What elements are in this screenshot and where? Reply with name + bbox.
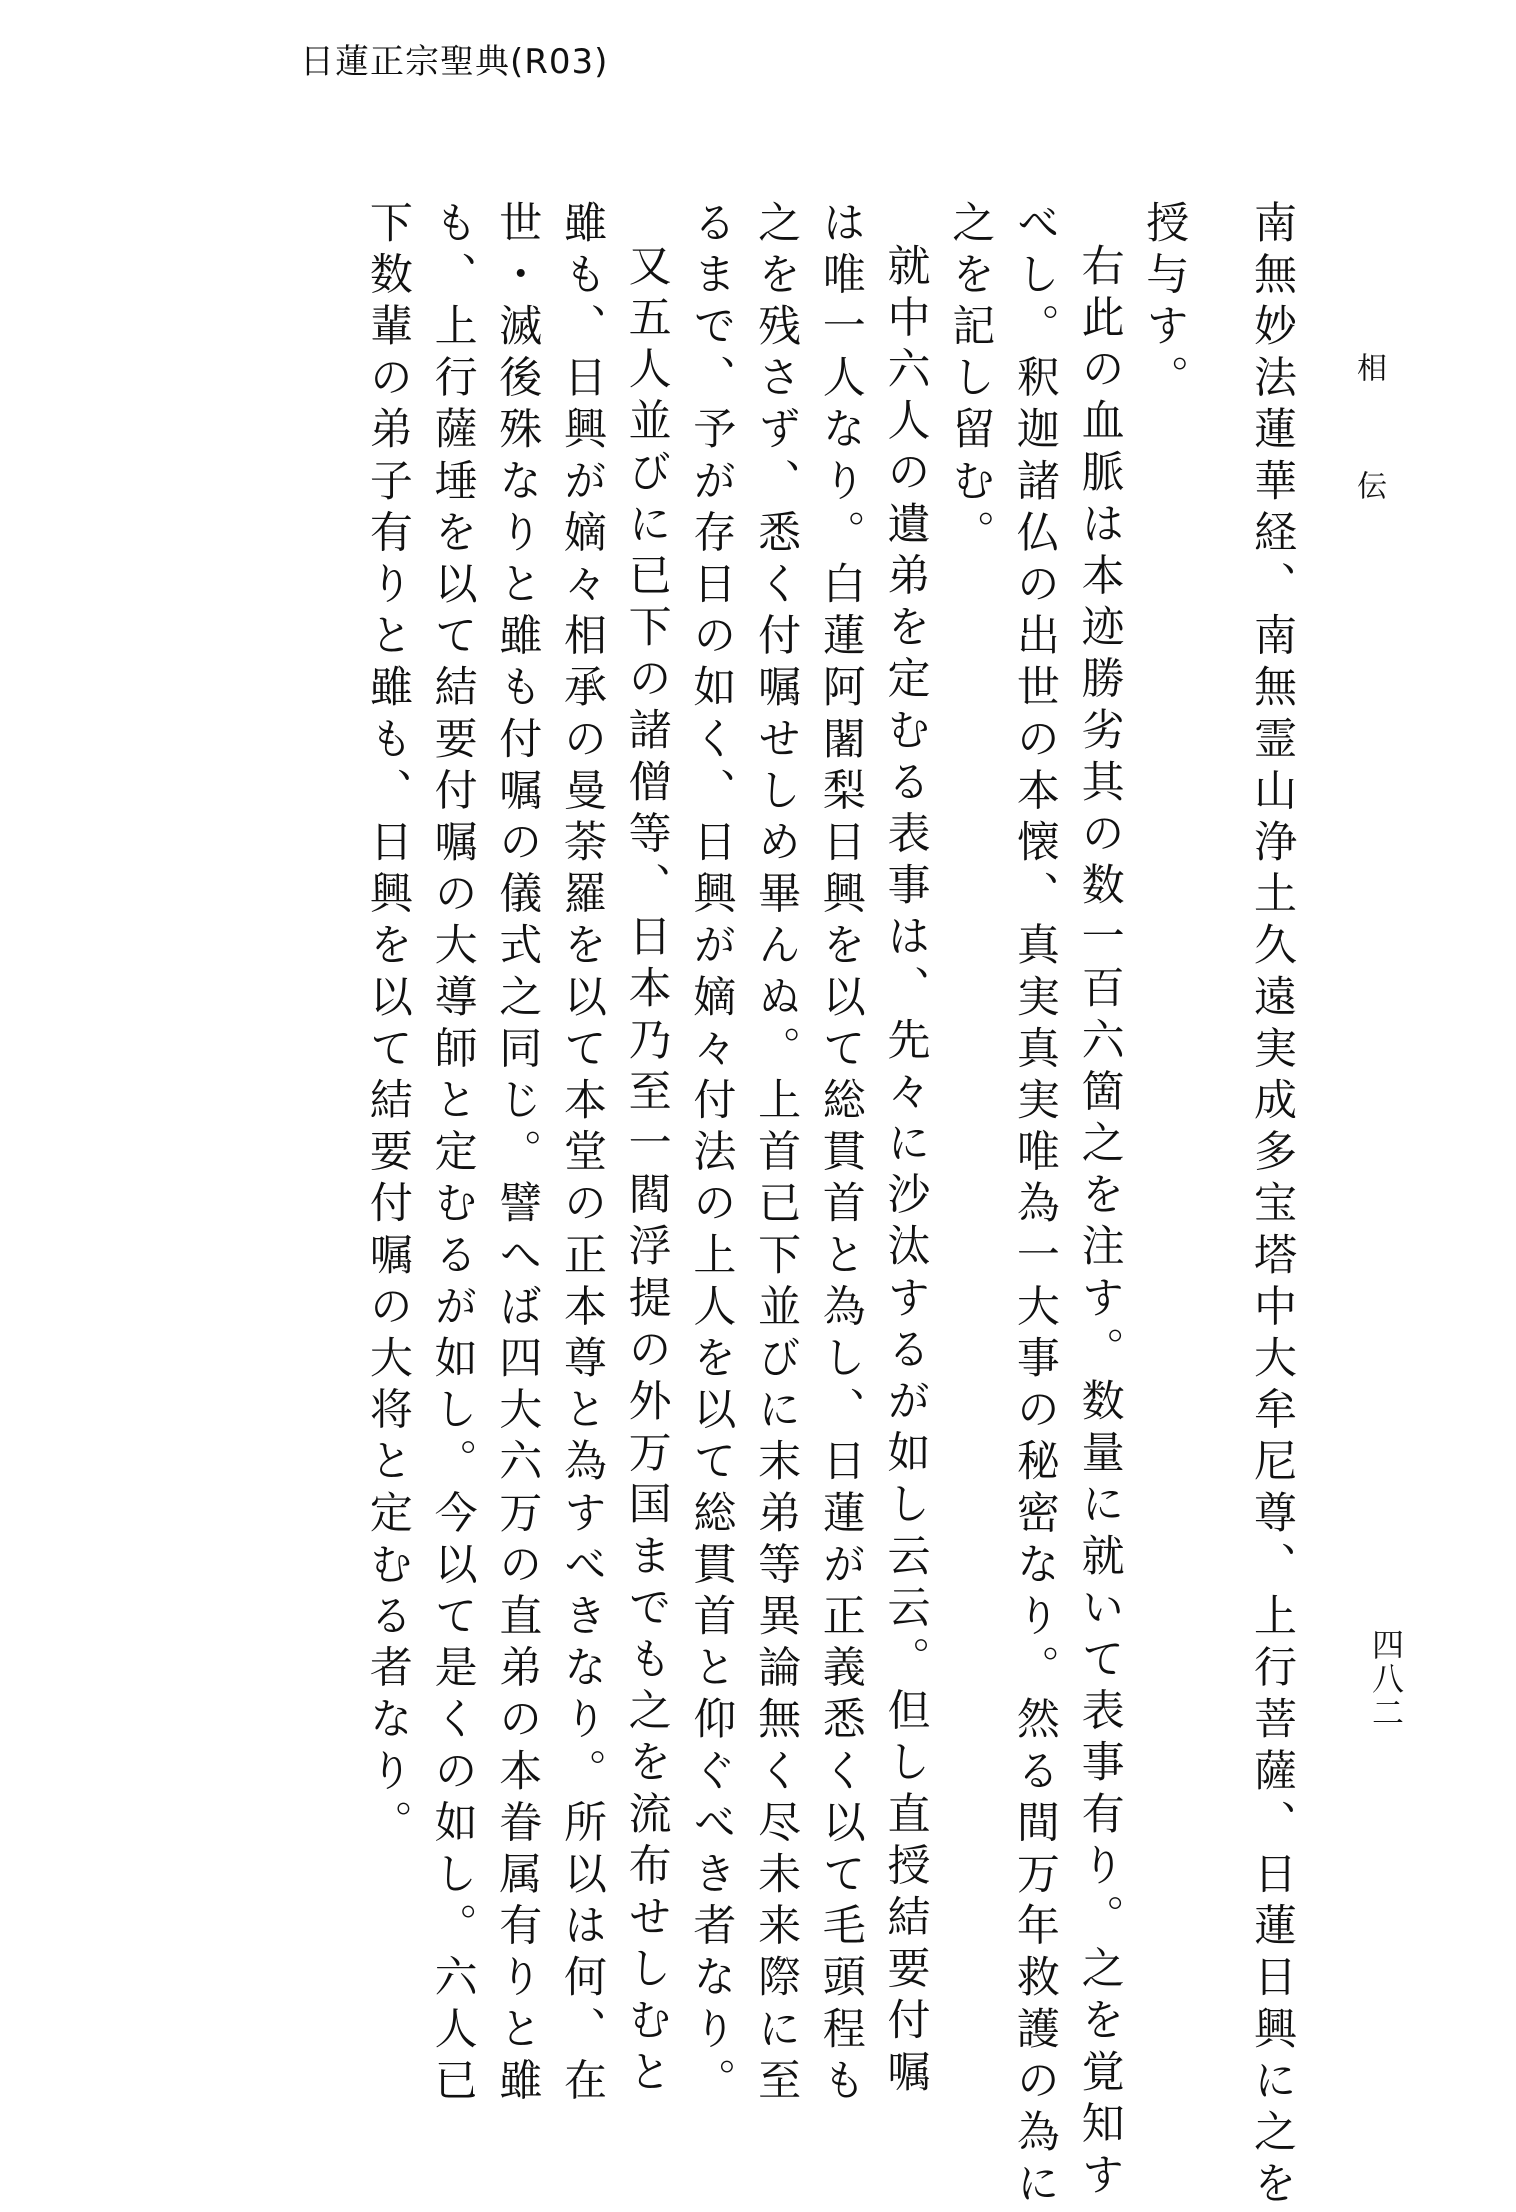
- text-line: 南無妙法蓮華経、南無霊山浄土久遠実成多宝塔中大牟尼尊、上行菩薩、日蓮日興に之を: [1247, 200, 1297, 2212]
- text-line: 雖も、日興が嫡々相承の曼荼羅を以て本堂の正本尊と為すべきなり。所以は何、在: [556, 200, 607, 2110]
- body-text: [355, 200, 1304, 2212]
- text-line: るまで、予が存日の如く、日興が嫡々付法の上人を以て総貫首と仰ぐべき者なり。: [686, 200, 737, 2110]
- text-line: 之を残さず、悉く付嘱せしめ畢んぬ。上首已下並びに末弟等異論無く尽未来際に至: [751, 200, 802, 2110]
- text-line: も、上行薩埵を以て結要付嘱の大導師と定むるが如し。今以て是くの如し。六人已: [427, 200, 478, 2110]
- document-header-title: 日蓮正宗聖典(R03): [300, 42, 609, 82]
- text-line: 右此の血脈は本迹勝劣其の数一百六箇之を注す。数量に就いて表事有り。之を覚知す: [1074, 243, 1125, 2204]
- text-line: 授与す。: [1139, 200, 1190, 407]
- text-line: 之を記し留む。: [945, 200, 996, 562]
- page-number: 四八二: [1367, 1628, 1405, 1730]
- section-title: 相伝: [1351, 352, 1386, 588]
- text-line: 世・滅後殊なりと雖も付嘱の儀式之同じ。譬へば四大六万の直弟の本眷属有りと雖: [492, 200, 543, 2110]
- text-line: 就中六人の遺弟を定むる表事は、先々に沙汰するが如し云云。但し直授結要付嘱: [880, 243, 931, 2101]
- text-line: 又五人並びに已下の諸僧等、日本乃至一閻浮提の外万国までも之を流布せしむと: [621, 243, 672, 2101]
- text-line: は唯一人なり。白蓮阿闍梨日興を以て総貫首と為し、日蓮が正義悉く以て毛頭程も: [815, 200, 866, 2110]
- text-line: 下数輩の弟子有りと雖も、日興を以て結要付嘱の大将と定むる者なり。: [362, 200, 413, 1852]
- text-line: べし。釈迦諸仏の出世の本懐、真実真実唯為一大事の秘密なり。然る間万年救護の為に: [1009, 200, 1060, 2212]
